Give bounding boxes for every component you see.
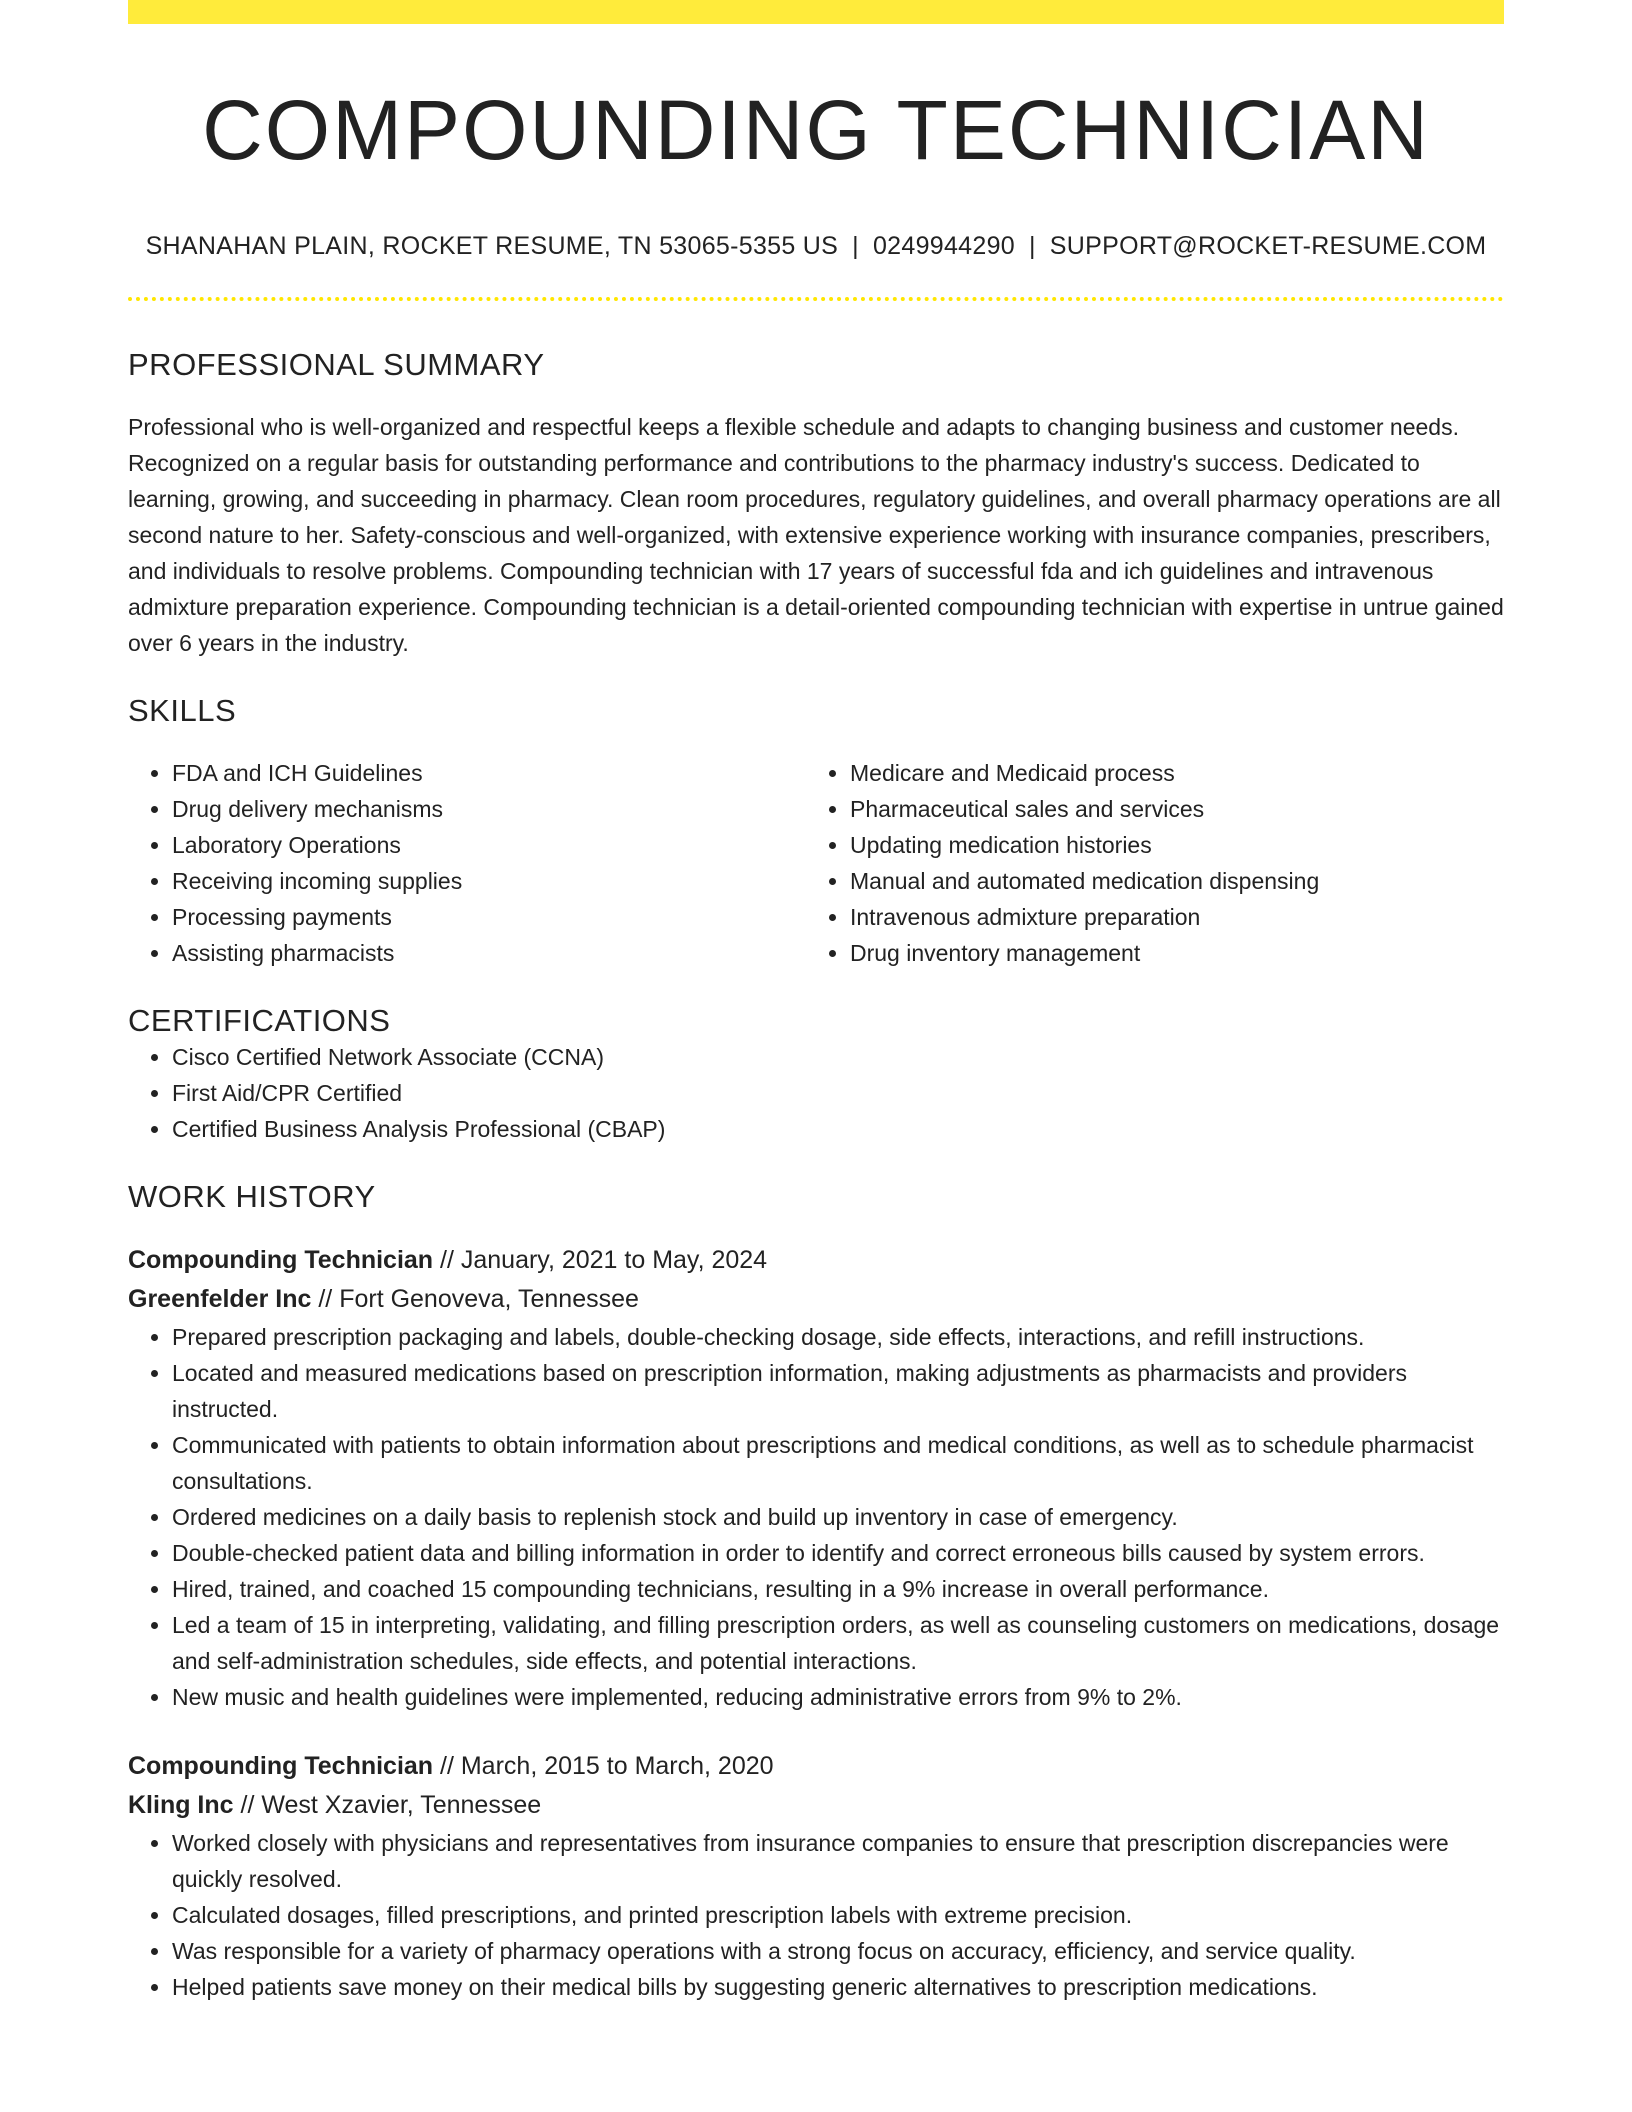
- skill-item: • Manual and automated medication dispensing: [850, 863, 1484, 899]
- resume-page: [128, 0, 1504, 2005]
- skill-item: • Drug inventory management: [850, 935, 1484, 971]
- job-location: // Fort Genoveva, Tennessee: [311, 1285, 639, 1314]
- dotted-divider: [128, 297, 1504, 301]
- skills-grid: [128, 755, 1504, 971]
- job-company: Greenfelder Inc: [128, 1285, 312, 1314]
- job-bullet: • New music and health guidelines were implemented, reducing administrative errors from 9% to 2%.: [172, 1679, 1504, 1715]
- job-entry: [128, 1747, 1504, 2005]
- contact-line: [128, 232, 1504, 261]
- certifications-heading: CERTIFICATIONS: [128, 1003, 391, 1039]
- skill-item: • Processing payments: [172, 899, 806, 935]
- skill-item: • Intravenous admixture preparation: [850, 899, 1484, 935]
- skill-item: • Updating medication histories: [850, 827, 1484, 863]
- job-entry: [128, 1241, 1504, 1715]
- summary-text: Professional who is well-organized and respectful keeps a flexible schedule and adapts to changing business and customer needs. Recognized on a regular basis for outstanding performance and contributions to the pharmacy industry's success. Dedicated to learning, growing, and succeeding in pharmacy. Clean room procedures, regulatory guidelines, and overall pharmacy operations are all second nature to her. Safety-conscious and well-organized, with extensive experience working with insurance companies, prescribers, and individuals to resolve problems. Compounding technician with 17 years of successful fda and ich guidelines and intravenous admixture preparation experience. Compounding technician is a detail-oriented compounding technician with expertise in untrue gained over 6 years in the industry.: [128, 414, 1504, 657]
- contact-separator: |: [852, 232, 859, 261]
- contact-phone: 0249944290: [872, 232, 1015, 261]
- job-bullet: • Located and measured medications based on prescription information, making adjustments as pharmacists and providers instructed.: [172, 1355, 1504, 1427]
- skill-item: • Medicare and Medicaid process: [850, 755, 1484, 791]
- contact-email: SUPPORT@ROCKET-RESUME.COM: [1049, 232, 1487, 261]
- job-bullet-list: [128, 1825, 1504, 2005]
- certifications-list: [128, 1039, 1504, 1147]
- job-bullet: • Worked closely with physicians and representatives from insurance companies to ensure that prescription discrepancies were quickly resolved.: [172, 1825, 1504, 1897]
- job-bullet: • Communicated with patients to obtain information about prescriptions and medical conditions, as well as to schedule pharmacist consultations.: [172, 1427, 1504, 1499]
- skill-item: • Receiving incoming supplies: [172, 863, 806, 899]
- skill-item: • Drug delivery mechanisms: [172, 791, 806, 827]
- job-dates: // March, 2015 to March, 2020: [433, 1752, 774, 1781]
- job-company-line: [128, 1786, 1504, 1825]
- job-title-line: [128, 1241, 1504, 1280]
- certification-item: • Cisco Certified Network Associate (CCNA): [172, 1039, 1504, 1075]
- skill-item: • Assisting pharmacists: [172, 935, 806, 971]
- certification-item: • First Aid/CPR Certified: [172, 1075, 1504, 1111]
- job-title: Compounding Technician: [128, 1246, 434, 1275]
- skills-left-list: [128, 755, 806, 971]
- job-dates: // January, 2021 to May, 2024: [433, 1246, 768, 1275]
- resume-name: COMPOUNDING TECHNICIAN: [202, 83, 1430, 177]
- skills-right-list: [806, 755, 1484, 971]
- job-bullet: • Calculated dosages, filled prescriptions, and printed prescription labels with extreme precision.: [172, 1897, 1504, 1933]
- job-location: // West Xzavier, Tennessee: [233, 1791, 542, 1820]
- skills-heading: SKILLS: [128, 693, 237, 729]
- job-bullet: • Hired, trained, and coached 15 compounding technicians, resulting in a 9% increase in overall performance.: [172, 1571, 1504, 1607]
- job-bullet: • Helped patients save money on their medical bills by suggesting generic alternatives to prescription medications.: [172, 1969, 1504, 2005]
- job-title-line: [128, 1747, 1504, 1786]
- skill-item: • FDA and ICH Guidelines: [172, 755, 806, 791]
- summary-heading: PROFESSIONAL SUMMARY: [128, 347, 545, 383]
- contact-address: SHANAHAN PLAIN, ROCKET RESUME, TN 53065-5355 US: [145, 232, 839, 261]
- contact-separator: |: [1029, 232, 1036, 261]
- job-bullet: • Led a team of 15 in interpreting, validating, and filling prescription orders, as well as counseling customers on medications, dosage and self-administration schedules, side effects, and potential interactions.: [172, 1607, 1504, 1679]
- job-title: Compounding Technician: [128, 1752, 434, 1781]
- job-bullet: • Prepared prescription packaging and labels, double-checking dosage, side effects, interactions, and refill instructions.: [172, 1319, 1504, 1355]
- job-bullet: • Was responsible for a variety of pharmacy operations with a strong focus on accuracy, efficiency, and service quality.: [172, 1933, 1504, 1969]
- job-company: Kling Inc: [128, 1791, 234, 1820]
- skill-item: • Pharmaceutical sales and services: [850, 791, 1484, 827]
- job-bullet: • Double-checked patient data and billing information in order to identify and correct erroneous bills caused by system errors.: [172, 1535, 1504, 1571]
- job-bullet: • Ordered medicines on a daily basis to replenish stock and build up inventory in case of emergency.: [172, 1499, 1504, 1535]
- accent-top-bar: [128, 0, 1504, 24]
- work-history-heading: WORK HISTORY: [128, 1179, 376, 1215]
- certification-item: • Certified Business Analysis Professional (CBAP): [172, 1111, 1504, 1147]
- job-company-line: [128, 1280, 1504, 1319]
- skill-item: • Laboratory Operations: [172, 827, 806, 863]
- job-bullet-list: [128, 1319, 1504, 1715]
